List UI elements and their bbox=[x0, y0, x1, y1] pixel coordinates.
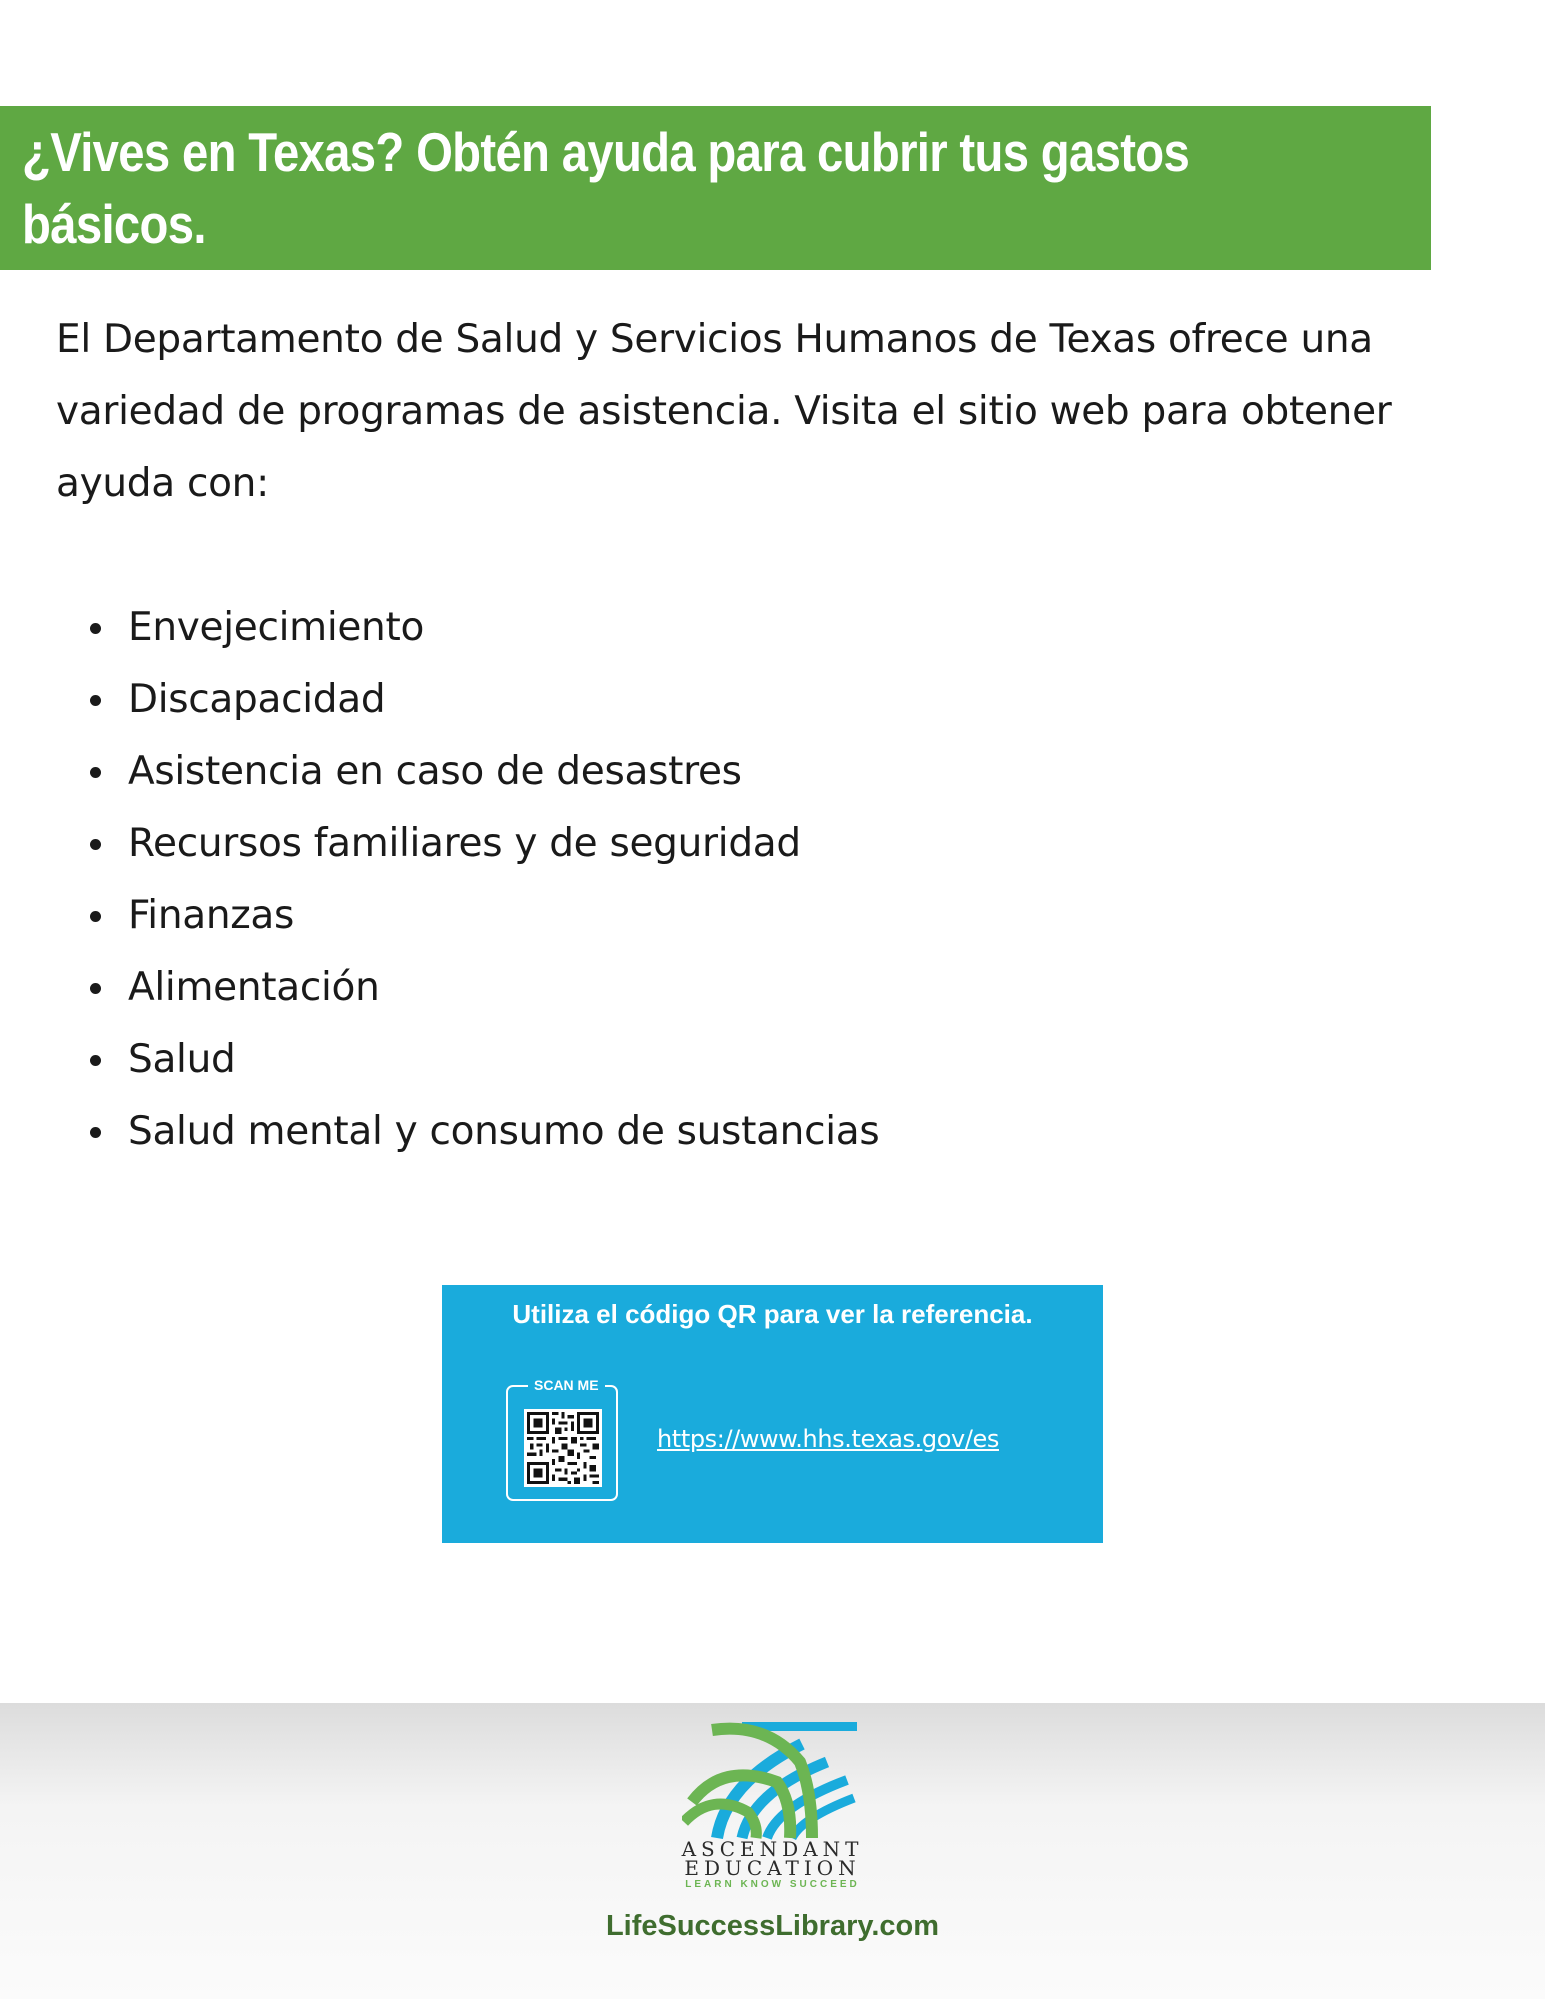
logo-name-line2: EDUCATION bbox=[684, 1856, 861, 1880]
bullet-icon bbox=[90, 983, 101, 994]
list-item bbox=[0, 592, 1200, 664]
ascendant-education-logo-icon bbox=[682, 1722, 864, 1842]
list-item-label: Discapacidad bbox=[128, 677, 386, 722]
bullet-icon bbox=[90, 839, 101, 850]
bullet-icon bbox=[90, 695, 101, 706]
list-item bbox=[0, 952, 1200, 1024]
logo-name-line1: ASCENDANT bbox=[681, 1837, 864, 1861]
list-item-label: Salud bbox=[128, 1037, 236, 1082]
qr-frame bbox=[506, 1377, 618, 1501]
list-item-label: Salud mental y consumo de sustancias bbox=[128, 1109, 880, 1154]
list-item bbox=[0, 808, 1200, 880]
list-item-label: Asistencia en caso de desastres bbox=[128, 749, 742, 794]
qr-code-icon[interactable] bbox=[524, 1409, 602, 1487]
title-banner bbox=[0, 106, 1431, 270]
logo-name bbox=[640, 1837, 905, 1880]
bullet-icon bbox=[90, 1055, 101, 1066]
list-item-label: Envejecimiento bbox=[128, 605, 425, 650]
qr-reference-card bbox=[442, 1285, 1103, 1543]
logo-tagline: LEARN KNOW SUCCEED bbox=[685, 1879, 860, 1890]
bullet-icon bbox=[90, 623, 101, 634]
bullet-icon bbox=[90, 1127, 101, 1138]
list-item bbox=[0, 1024, 1200, 1096]
bullet-icon bbox=[90, 767, 101, 778]
page-title: ¿Vives en Texas? Obtén ayuda para cubrir tus gastos básicos. bbox=[22, 121, 1190, 255]
hhs-website-link[interactable]: https://www.hhs.texas.gov/es bbox=[657, 1425, 999, 1453]
list-item-label: Alimentación bbox=[128, 965, 380, 1010]
list-item-label: Finanzas bbox=[128, 893, 295, 938]
help-topics-list bbox=[0, 592, 1200, 1168]
list-item bbox=[0, 664, 1200, 736]
list-item bbox=[0, 736, 1200, 808]
intro-paragraph: El Departamento de Salud y Servicios Humanos de Texas ofrece una variedad de programas de asistencia. Visita el sitio web para obtener ayuda con: bbox=[56, 317, 1392, 506]
scan-me-label: SCAN ME bbox=[528, 1375, 605, 1395]
list-item-label: Recursos familiares y de seguridad bbox=[128, 821, 801, 866]
bullet-icon bbox=[90, 911, 101, 922]
list-item bbox=[0, 1096, 1200, 1168]
list-item bbox=[0, 880, 1200, 952]
footer-website-link[interactable]: LifeSuccessLibrary.com bbox=[605, 1910, 940, 1942]
qr-card-heading: Utiliza el código QR para ver la referencia. bbox=[512, 1299, 1033, 1329]
